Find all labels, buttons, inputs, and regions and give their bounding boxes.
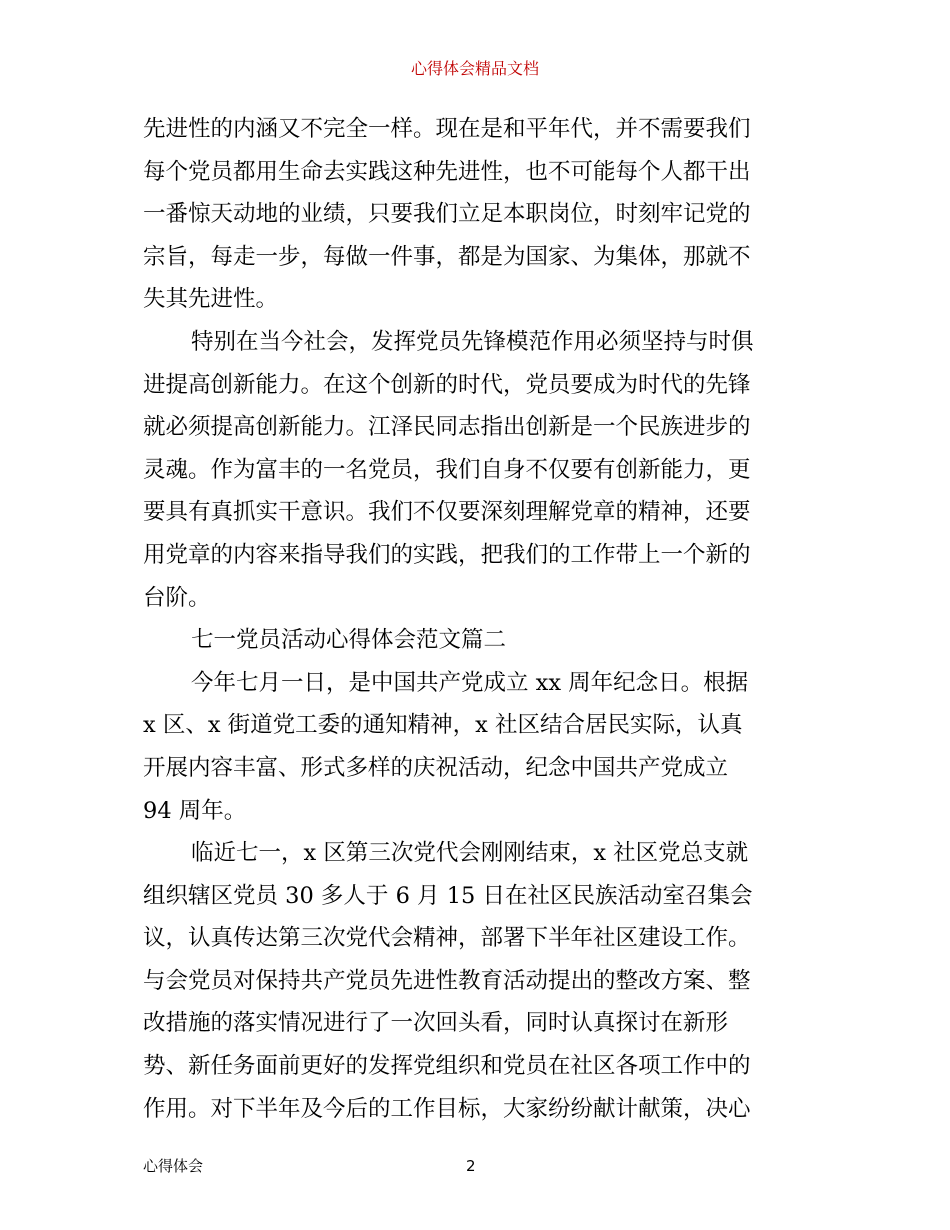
text-line: 作用。对下半年及今后的工作目标，大家纷纷献计献策，决心: [143, 1095, 751, 1122]
text-line: 宗旨，每走一步，每做一件事，都是为国家、为集体，那就不: [143, 243, 751, 270]
text-line: 每个党员都用生命去实践这种先进性，也不可能每个人都干出: [143, 158, 751, 185]
text-line: 议，认真传达第三次党代会精神，部署下半年社区建设工作。: [143, 925, 751, 952]
text-line: 94 周年。: [143, 797, 247, 824]
text-line: 先进性的内涵又不完全一样。现在是和平年代，并不需要我们: [143, 116, 751, 142]
text-line: 组织辖区党员 30 多人于 6 月 15 日在社区民族活动室召集会: [143, 882, 753, 909]
text-line: 开展内容丰富、形式多样的庆祝活动，纪念中国共产党成立: [143, 754, 729, 781]
text-line: 势、新任务面前更好的发挥党组织和党员在社区各项工作中的: [143, 1053, 751, 1080]
text-line: 特别在当今社会，发挥党员先锋模范作用必须坚持与时俱: [191, 328, 754, 355]
document-body: [143, 108, 813, 1130]
page-number: 2: [466, 1157, 476, 1175]
page-header-title: 心得体会精品文档: [410, 59, 539, 78]
text-line: 七一党员活动心得体会范文篇二: [191, 627, 507, 654]
text-line: x 区、x 街道党工委的通知精神，x 社区结合居民实际，认真: [143, 712, 743, 739]
text-line: 与会党员对保持共产党员先进性教育活动提出的整改方案、整: [143, 967, 751, 994]
text-line: 今年七月一日，是中国共产党成立 xx 周年纪念日。根据: [191, 669, 749, 696]
text-line: 灵魂。作为富丰的一名党员，我们自身不仅要有创新能力，更: [143, 456, 751, 483]
text-line: 就必须提高创新能力。江泽民同志指出创新是一个民族进步的: [143, 414, 751, 441]
text-line: 进提高创新能力。在这个创新的时代，党员要成为时代的先锋: [143, 371, 751, 398]
footer-label: 心得体会: [143, 1157, 204, 1175]
text-line: 用党章的内容来指导我们的实践，把我们的工作带上一个新的: [143, 541, 751, 568]
text-line: 临近七一，x 区第三次党代会刚刚结束，x 社区党总支就: [191, 840, 749, 867]
text-line: 要具有真抓实干意识。我们不仅要深刻理解党章的精神，还要: [143, 499, 751, 526]
text-line: 台阶。: [143, 584, 211, 611]
text-line: 改措施的落实情况进行了一次回头看，同时认真探讨在新形: [143, 1010, 729, 1037]
text-line: 一番惊天动地的业绩，只要我们立足本职岗位，时刻牢记党的: [143, 201, 751, 228]
text-line: 失其先进性。: [143, 286, 279, 313]
